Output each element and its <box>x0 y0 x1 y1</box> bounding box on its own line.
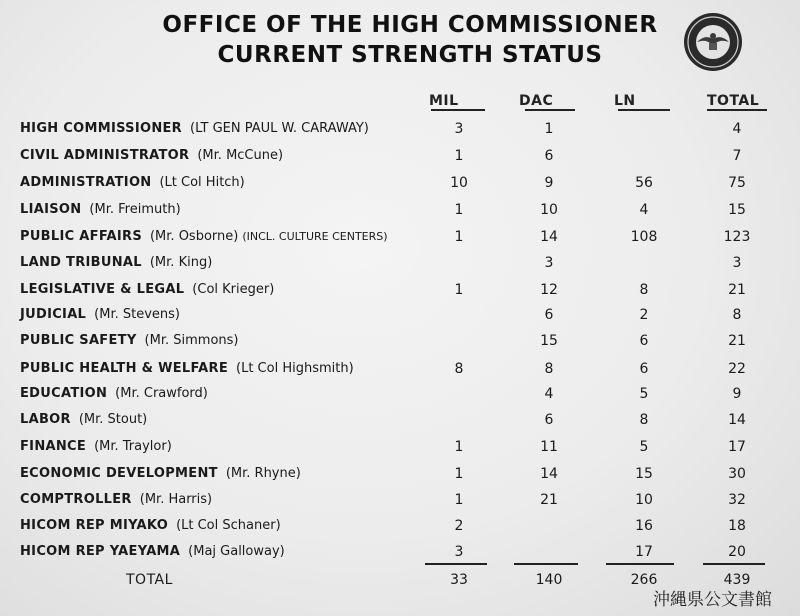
department-name: PUBLIC HEALTH & WELFARE <box>20 361 229 376</box>
department-head: (Lt Col Hitch) <box>159 175 245 190</box>
header-underline <box>707 109 767 111</box>
department-name: LABOR <box>20 412 71 427</box>
department-name: LAND TRIBUNAL <box>20 255 142 270</box>
cell-dac: 8 <box>544 361 554 377</box>
cell-total: 32 <box>728 492 746 508</box>
cell-ln: 6 <box>639 333 649 349</box>
department-head: (Mr. Crawford) <box>115 386 208 401</box>
department-name: JUDICIAL <box>20 307 87 322</box>
cell-dac: 12 <box>540 282 558 298</box>
cell-ln: 8 <box>639 282 649 298</box>
header-underline <box>431 109 485 111</box>
row-label <box>20 544 285 559</box>
department-head: (Mr. Simmons) <box>144 333 239 348</box>
column-header-total: TOTAL <box>707 93 760 109</box>
department-head: (Mr. Traylor) <box>94 439 172 454</box>
cell-ln: 4 <box>639 202 649 218</box>
row-label <box>20 333 238 348</box>
cell-mil: 1 <box>454 229 464 245</box>
cell-total: 9 <box>732 386 742 402</box>
department-name: PUBLIC AFFAIRS <box>20 229 142 244</box>
table-row <box>0 361 800 381</box>
total-dac: 140 <box>535 572 563 588</box>
department-name: COMPTROLLER <box>20 492 132 507</box>
cell-total: 14 <box>728 412 746 428</box>
row-label <box>20 492 212 507</box>
column-header-ln: LN <box>614 93 636 109</box>
sum-underline <box>514 563 578 565</box>
department-head: (LT GEN PAUL W. CARAWAY) <box>190 121 369 136</box>
department-head: (Mr. King) <box>149 255 213 270</box>
department-head: (Mr. Osborne) <box>149 229 239 244</box>
department-head: (Mr. Rhyne) <box>225 466 301 481</box>
row-label <box>20 121 369 136</box>
department-head: (Mr. Harris) <box>139 492 213 507</box>
page-subtitle: CURRENT STRENGTH STATUS <box>217 42 603 68</box>
total-mil: 33 <box>450 572 468 588</box>
cell-dac: 21 <box>540 492 558 508</box>
department-name: FINANCE <box>20 439 87 454</box>
cell-dac: 15 <box>540 333 558 349</box>
department-name: HICOM REP MIYAKO <box>20 518 169 533</box>
row-label <box>20 229 388 244</box>
cell-total: 18 <box>728 518 746 534</box>
row-label <box>20 202 181 217</box>
header-underline <box>618 109 670 111</box>
table-row <box>0 333 800 353</box>
table-row <box>0 229 800 249</box>
cell-dac: 9 <box>544 175 554 191</box>
table-row <box>0 307 800 327</box>
department-head: (Mr. McCune) <box>197 148 284 163</box>
department-name: EDUCATION <box>20 386 108 401</box>
page-title: OFFICE OF THE HIGH COMMISSIONER <box>162 12 658 38</box>
department-name: ADMINISTRATION <box>20 175 152 190</box>
cell-dac: 6 <box>544 412 554 428</box>
cell-ln: 8 <box>639 412 649 428</box>
cell-mil: 3 <box>454 121 464 137</box>
cell-ln: 2 <box>639 307 649 323</box>
row-label <box>20 412 147 427</box>
department-head: (Mr. Stout) <box>78 412 148 427</box>
cell-total: 17 <box>728 439 746 455</box>
cell-total: 21 <box>728 333 746 349</box>
cell-ln: 108 <box>630 229 658 245</box>
row-label <box>20 175 245 190</box>
table-row <box>0 492 800 512</box>
cell-total: 22 <box>728 361 746 377</box>
row-label <box>20 307 180 322</box>
archive-watermark: 沖縄県公文書館 <box>653 590 772 610</box>
table-row <box>0 518 800 538</box>
seal-emblem-icon <box>683 12 743 72</box>
department-name: HICOM REP YAEYAMA <box>20 544 181 559</box>
cell-total: 75 <box>728 175 746 191</box>
cell-mil: 1 <box>454 282 464 298</box>
table-row <box>0 282 800 302</box>
row-label <box>20 466 301 481</box>
cell-total: 3 <box>732 255 742 271</box>
cell-ln: 17 <box>635 544 653 560</box>
department-name: ECONOMIC DEVELOPMENT <box>20 466 218 481</box>
cell-ln: 6 <box>639 361 649 377</box>
table-row <box>0 121 800 141</box>
department-note: (INCL. CULTURE CENTERS) <box>242 230 388 243</box>
cell-ln: 56 <box>635 175 653 191</box>
row-label <box>20 439 172 454</box>
table-row <box>0 466 800 486</box>
sum-underline <box>425 563 487 565</box>
cell-total: 21 <box>728 282 746 298</box>
cell-total: 20 <box>728 544 746 560</box>
cell-total: 4 <box>732 121 742 137</box>
cell-mil: 1 <box>454 492 464 508</box>
column-header-mil: MIL <box>429 93 459 109</box>
cell-total: 15 <box>728 202 746 218</box>
department-head: (Lt Col Schaner) <box>176 518 281 533</box>
table-row <box>0 175 800 195</box>
header-underline <box>525 109 575 111</box>
department-name: HIGH COMMISSIONER <box>20 121 182 136</box>
cell-mil: 2 <box>454 518 464 534</box>
sum-underline <box>606 563 674 565</box>
cell-total: 8 <box>732 307 742 323</box>
cell-mil: 1 <box>454 202 464 218</box>
sum-underline <box>703 563 765 565</box>
cell-dac: 6 <box>544 307 554 323</box>
cell-ln: 15 <box>635 466 653 482</box>
cell-ln: 5 <box>639 386 649 402</box>
row-label <box>20 386 208 401</box>
cell-ln: 10 <box>635 492 653 508</box>
row-label <box>20 518 281 533</box>
department-head: (Col Krieger) <box>192 282 275 297</box>
cell-ln: 5 <box>639 439 649 455</box>
department-head: (Maj Galloway) <box>188 544 285 559</box>
department-head: (Mr. Freimuth) <box>89 202 181 217</box>
cell-total: 123 <box>723 229 751 245</box>
cell-dac: 1 <box>544 121 554 137</box>
table-row <box>0 202 800 222</box>
total-ln: 266 <box>630 572 658 588</box>
department-name: PUBLIC SAFETY <box>20 333 137 348</box>
total-total: 439 <box>723 572 751 588</box>
cell-mil: 3 <box>454 544 464 560</box>
department-name: CIVIL ADMINISTRATOR <box>20 148 190 163</box>
table-row <box>0 412 800 432</box>
cell-mil: 1 <box>454 148 464 164</box>
cell-dac: 10 <box>540 202 558 218</box>
department-name: LIAISON <box>20 202 82 217</box>
cell-total: 30 <box>728 466 746 482</box>
table-row <box>0 439 800 459</box>
cell-mil: 1 <box>454 439 464 455</box>
total-label: TOTAL <box>126 572 173 588</box>
table-row <box>0 148 800 168</box>
cell-dac: 6 <box>544 148 554 164</box>
cell-dac: 3 <box>544 255 554 271</box>
cell-dac: 4 <box>544 386 554 402</box>
cell-dac: 11 <box>540 439 558 455</box>
cell-mil: 10 <box>450 175 468 191</box>
cell-mil: 1 <box>454 466 464 482</box>
department-name: LEGISLATIVE & LEGAL <box>20 282 185 297</box>
department-head: (Lt Col Highsmith) <box>236 361 354 376</box>
table-row <box>0 544 800 564</box>
row-label <box>20 282 274 297</box>
table-row <box>0 386 800 406</box>
cell-dac: 14 <box>540 466 558 482</box>
cell-ln: 16 <box>635 518 653 534</box>
table-row <box>0 255 800 275</box>
row-label <box>20 148 283 163</box>
cell-total: 7 <box>732 148 742 164</box>
column-header-dac: DAC <box>519 93 554 109</box>
department-head: (Mr. Stevens) <box>94 307 180 322</box>
cell-dac: 14 <box>540 229 558 245</box>
row-label <box>20 361 354 376</box>
row-label <box>20 255 212 270</box>
cell-mil: 8 <box>454 361 464 377</box>
